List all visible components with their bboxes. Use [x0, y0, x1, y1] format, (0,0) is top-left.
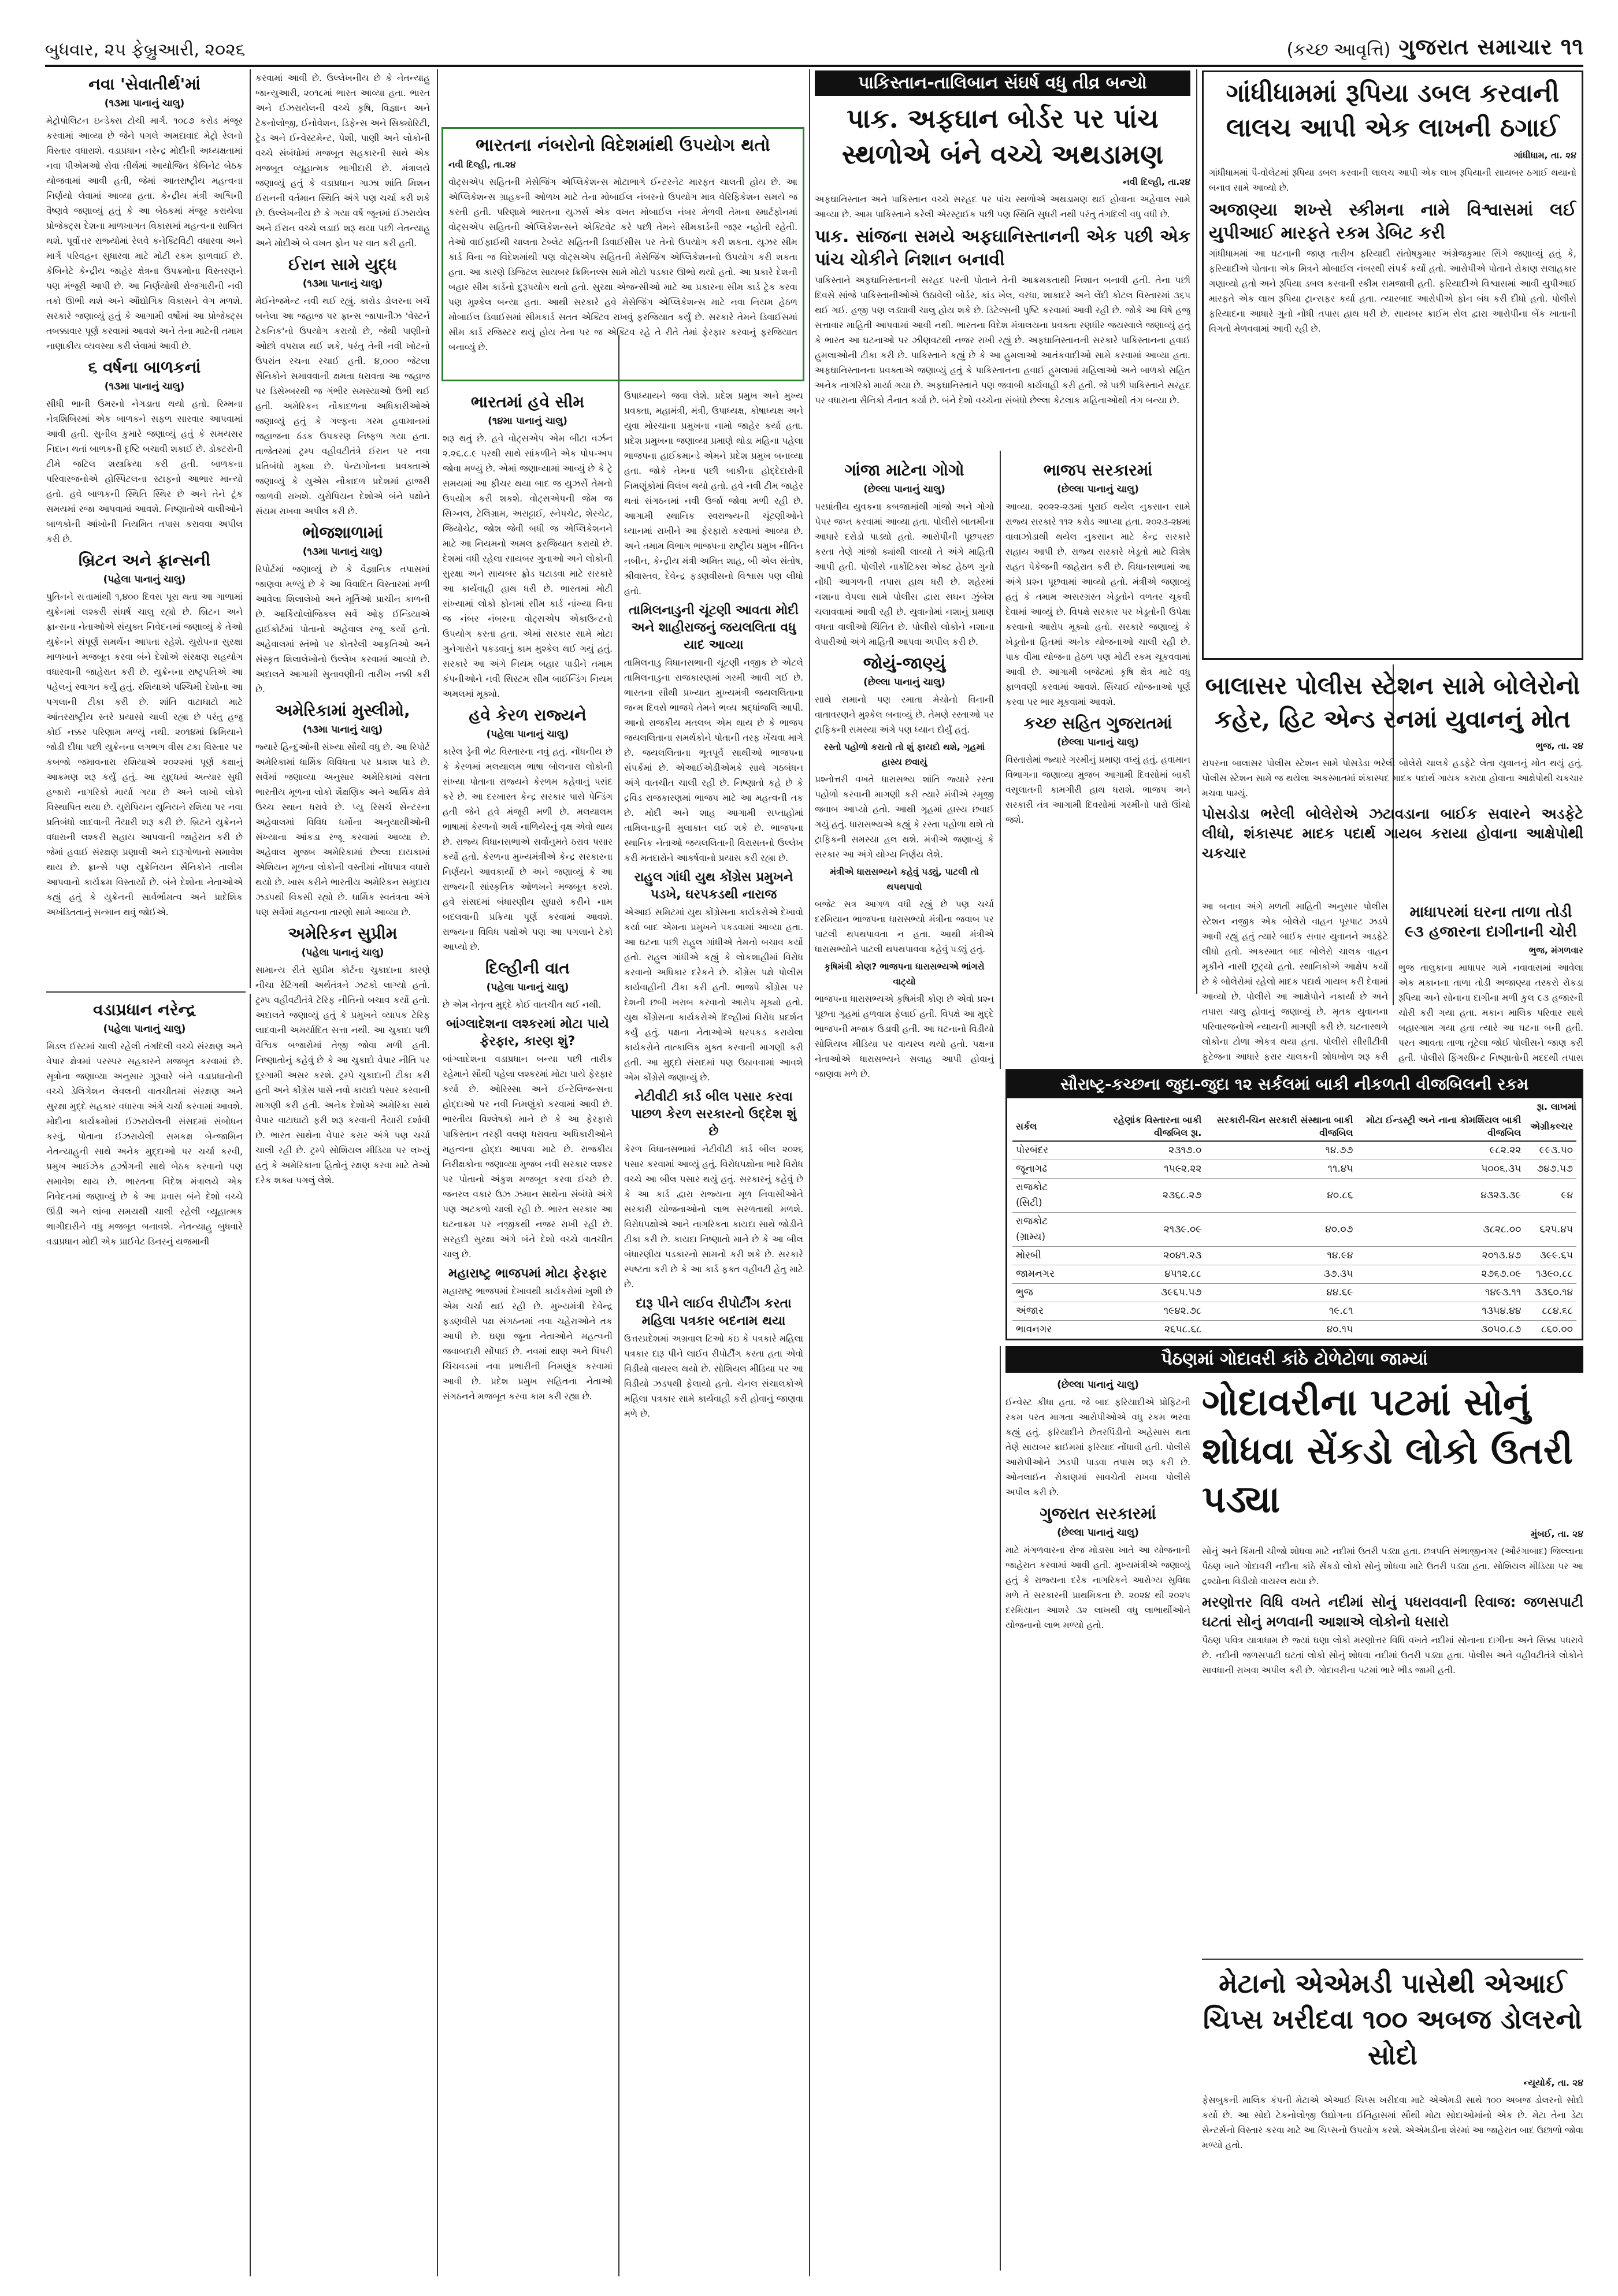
masthead-rule	[45, 65, 1583, 67]
table-row	[1012, 1284, 1576, 1302]
column-4	[624, 388, 803, 2272]
table-cell: ૫૦૦૬.૩૫	[1356, 1160, 1524, 1179]
dateline: નવી દિલ્હી, તા.૨૪	[448, 159, 516, 170]
continued-label: (૧૩મા પાનાનું ચાલુ)	[302, 724, 383, 735]
table-header-cell: રહેણાંક વિસ્તારના બાકી વીજબિલ રૂા.	[1078, 1113, 1205, 1141]
table-cell: ૬૨૫.૪૫	[1524, 1213, 1576, 1247]
headline: માધાપરમાં ઘરના તાળા તોડી ૯૩ હજારના દાગીનાની ચોરી	[1405, 904, 1577, 941]
section-rule	[1202, 1959, 1583, 1960]
article-body: વોટ્સએપ સહિતની મેસેજિંગ એપ્લિકેશન્સ મોટાભાગે ઈન્ટરનેટ મારફત ચાલતી હોય છે. આ એપ્લિકેશન્સ ગ્રાહકની ઓળખ માટે તેના મોબાઈલ નંબરનો ઉપયોગ માત્ર વેરિફિકેશન સમયે જ કરતી હતી. પરિણામે ભારતના યુઝર્સ એક વખત મોબાઈલ નંબર મેળવી તેમના સ્માર્ટફોનમાં વોટ્સએપ સહિતની એપ્લિકેશન્સને એક્ટિવેટ કરે પછી તેમને સીમકાર્ડની જરૂર નહોતી રહેતી. તેઓ વાઈફાઈથી ચાલતા ટેબ્લેટ સહિતની ડિવાઈસીસ પર તેનો ઉપયોગ કરી શકતા. યુઝર સીમ કાર્ડ વિના જ વિદેશમાંથી પણ વોટ્સએપ સહિતની મેસેજિંગ એપ્લિકેશનનો ઉપયોગ કરી શકતા હતા. આ કારણે ડિજિટલ સાયબર ક્રિમિનલ્સ સામે મોટો પડકાર ઊભો થયો હતો. આ પ્રકારે દેશની બહાર સીમ કાર્ડનો દુરૂપયોગ થતો હતો. સુરક્ષા એજન્સીઓ માટે આ પ્રકારના સીમ કાર્ડ ટ્રેક કરવા પણ મુશ્કેલ બન્યા હતા. આથી સરકારે હવે મેસેજિંગ એપ્લિકેશન્સ માટે નવા નિયમ હેઠળ મોબાઈલ ડિવાઈસમાં સીમકાર્ડ સતત એક્ટિવ રાખવું ફરજિયાત કર્યું છે. સરકારે તેમને ડિવાઈસમાં સીમ કાર્ડ રજિસ્ટર થયું હોય તેના પર જ એક્ટિવ રહે તે રીતે તેમાં ફેરફાર કરવાનું ફરજિયાત બનાવ્યું છે.	[448, 177, 797, 352]
article-body: રાપરના બાલાસર પોલીસ સ્ટેશન સામે પોસડેડા ભરેલી બોલેરો ચાલકે હડફેટે લેતા યુવાનનું મોત થયું હતું. પોલીસ સ્ટેશન સામે જ થયેલા અકસ્માતમાં શંકાસ્પદ માદક પદાર્થ ગાયક કરાયા હોવાના આક્ષેપોથી ચકચાર મચવા પામ્યું.	[1202, 758, 1583, 798]
column-rule	[1000, 1346, 1001, 2271]
continued-label: (પહેલા પાનાનું ચાલુ)	[103, 574, 186, 585]
article-body: તામિલનાડુ વિધાનસભાની ચૂંટણી નજીક છે એટલે તામિલનાડુના રાજકારણમાં ગરમી આવી ગઈ છે. ભારતના સૌથી પ્રખ્યાત મુખ્યમંત્રી જયલલિતાના જન્મ દિવસે ભાજપે તેમને ભવ્ય શ્રદ્ધાંજલિ આપી. આનો રાજકીય મતલબ એમ થાય છે કે ભાજપ જયલલિતાના સમર્થકોને પોતાની તરફ ખેંચવા માગે છે. જયલલિતાના ભૂતપૂર્વ સાથીઓ ભાજપના સંપર્કમાં છે. એઆઈએડીએમકે સાથે ગઠબંધન અંગે વાતચીત ચાલી રહી છે. નિષ્ણાતો કહે છે કે દ્રવિડ રાજકારણમાં ભાજપ માટે આ મહત્વની તક છે. મોદી અને શાહ આગામી સપ્તાહોમાં તામિલનાડુની મુલાકાત લઈ શકે છે. ભાજપના સ્થાનિક નેતાઓ જયલલિતાની વિરાસતનો ઉલ્લેખ કરી મતદારોને આકર્ષવાનો પ્રયાસ કરી રહ્યા છે.	[624, 657, 803, 863]
article-body: ગાંધીધામમાં આ ઘટનાની જાણ તારીખ ફરિયાદી સંતોષકુમાર અંગ્રેજકુમાર સિંગે જણાવ્યું હતું કે, ફરિયાદીએ પોતાના એક મિત્રને મોબાઈલ નંબરથી સંપર્ક કર્યો હતો. આરોપીએ પોતાને રોકાણ સલાહકાર ગણાવ્યો હતો અને રૂપિયા ડબલ કરવાની સ્કીમ સમજાવી હતી. ફરિયાદીએ વિશ્વાસમાં આવી યુપીઆઈ મારફતે એક લાખ રૂપિયા ટ્રાન્સફર કર્યા હતા. ત્યારબાદ આરોપીએ ફોન બંધ કરી દીધો હતો. પોલીસે ફરિયાદના આધારે ગુનો નોંધી તપાસ હાથ ધરી છે. સાયબર ક્રાઈમ સેલ દ્વારા આરોપીના બેંક ખાતાની વિગતો મેળવવામાં આવી રહી છે.	[1209, 248, 1576, 334]
article-body: ઉત્તરપ્રદેશમાં અગ્રવાલ ટિઓ કંઇ કે પત્રકારે મહિલા પત્રકાર દારૂ પીને લાઈવ રીપોર્ટીંગ કરતા હતા એવો વિડીયો વાયરલ થયો છે. સોશિયલ મીડિયા પર આ વિડીયો ઝડપથી ફેલાયો હતો. ચેનલ સંચાલકોએ મહિલા પત્રકાર સામે કાર્યવાહી કરી હોવાનું જાણવા મળે છે.	[624, 1333, 803, 1419]
table-cell: ૨૦૧૩.૪૭	[1356, 1247, 1524, 1265]
article-body: ઈન્વેસ્ટ કીધા હતા. જે બાદ ફરિયાદીએ પ્રોફિટની રકમ પરત માગતા આરોપીઓએ વધુ રકમ ભરવા કહ્યું હતું. ફરિયાદીને છેતરપિંડીનો અહેસાસ થતા તેણે સાયબર ક્રાઈમમાં ફરિયાદ નોંધાવી હતી. પોલીસે આરોપીઓને ઝડપી પાડવા તપાસ શરૂ કરી છે. ઓનલાઈન રોકાણમાં સાવચેતી રાખવા પોલીસે અપીલ કરી છે.	[1005, 1397, 1190, 1498]
article-body: રિપોર્ટમાં જણાવ્યું છે કે વૈજ્ઞાનિક તપાસમાં જાણવા મળ્યું છે કે આ વિવાદિત વિસ્તારમાં મળી આવેલા શિલાલેખો અને મૂર્તિઓ પ્રાચીન કાળની છે. આર્કિયોલોજિકલ સર્વે ઓફ ઈન્ડિયાએ હાઈકોર્ટમાં પોતાનો અહેવાલ રજૂ કર્યો હતો. અહેવાલમાં સ્તંભો પર કોતરેલી આકૃતિઓ અને સંસ્કૃત શિલાલેખોનો ઉલ્લેખ કરવામાં આવ્યો છે. અદાલતે આગામી સુનાવણીની તારીખ નક્કી કરી છે.	[255, 564, 430, 694]
table-cell: અંજાર	[1012, 1302, 1078, 1321]
article-body: પૈઠણ પવિત્ર યાત્રાધામ છે જ્યાં ઘણા લોકો મરણોત્તર વિધિ વખતે નદીમાં સોનાના દાગીના અને સિક્કા પધરાવે છે. નદીની જળસપાટી ઘટતાં લોકો સોનું શોધવા નદીમાં ઉતરી પડ્યા હતા. પોલીસ અને વહીવટીતંત્રે લોકોને સાવધાની રાખવા અપીલ કરી છે. ગોદાવરીના પટમાં ભારે ભીડ જામી હતી.	[1202, 1635, 1583, 1675]
article-body: છે એમ નેતૃત્વ મુદ્દે કોઈ વાતચીત થઈ નથી.	[443, 1000, 602, 1010]
table-cell: ૩૮૨૮.૦૦	[1356, 1213, 1524, 1247]
column-1-lower	[46, 996, 243, 2273]
continued-label: (પહેલા પાનાનું ચાલુ)	[486, 729, 569, 740]
continued-label: (પહેલા પાનાનું ચાલુ)	[486, 982, 569, 993]
dateline: નવી દિલ્હી, તા.૨૪	[1123, 177, 1190, 187]
headline: બ્રિટન અને ફ્રાન્સની	[78, 551, 211, 570]
column-3	[443, 388, 613, 2272]
article-body: અફઘાનિસ્તાન અને પાકિસ્તાન વચ્ચે સરહદ પર પાંચ સ્થળોએ અથડામણ થઈ હોવાના અહેવાલ સામે આવ્યા છે. આમ પાકિસ્તાને કરેલી એરસ્ટ્રાઈક પછી પણ સ્થિતિ સુધરી નથી પરંતુ તંગદિલી વધુ વધી છે.	[815, 194, 1190, 220]
headline: નવા 'સેવાતીર્થ'માં	[88, 75, 201, 94]
table-cell: ૨૬૫૮.૬૮	[1078, 1321, 1205, 1339]
table-row	[1012, 1265, 1576, 1284]
column-rule	[250, 69, 251, 988]
table-cell: ૧૩૯૦.૮૮	[1524, 1265, 1576, 1284]
headline: વડાપ્રધાન નરેન્દ્ર	[92, 1000, 196, 1019]
headline: ભોજશાળામાં	[302, 523, 383, 542]
table-cell: ૪૩૨૩.૩૯	[1356, 1179, 1524, 1213]
headline: પાક. અફઘાન બોર્ડર પર પાંચ સ્થળોએ બંને વચ્ચે અથડામણ	[841, 103, 1164, 170]
article-body: બજેટ સત્ર આગળ વધી રહ્યું છે પણ ચર્ચા દરમિયાન ભાજપના ધારાસભ્યો મંત્રીના જવાબ પર પાટલી થપથપાવતા ન હતા. આથી મંત્રીએ ધારાસભ્યોને પાટલી થપથપાવવા કહેવું પડ્યું હતું.	[815, 899, 994, 954]
headline: અમેરિકન સુપ્રીમ	[288, 924, 398, 943]
story-kicker: પાકિસ્તાન-તાલિબાન સંઘર્ષ વધુ તીવ્ર બન્યો	[815, 70, 1190, 96]
sub-headline: નેટીવીટી કાર્ડ બીલ પસાર કરવા પાછળ કેરળ સરકારનો ઉદ્દેશ શું છે	[630, 1090, 797, 1139]
dateline: ગાંધીધામ, તા. ૨૪	[1513, 150, 1576, 161]
sub-headline: રસ્તો પહોળો કરાતો તો શું ફાયદો થશે, ગૃહમાં હાસ્ય છવાયું	[823, 742, 985, 767]
issue-date: બુધવાર, ૨૫ ફેબ્રુઆરી, ૨૦૨૬	[45, 40, 246, 60]
table-header-cell: સરકારી-ચિન સરકારી સંસ્થાના બાકી વીજબિલ	[1205, 1113, 1356, 1141]
continued-label: (૧૩મા પાનાનું ચાલુ)	[302, 278, 383, 289]
godavari-story	[1202, 1377, 1583, 1955]
table-cell: ૧૧.૪૫	[1205, 1160, 1356, 1179]
article-body: પુતિનને સત્તામાંથી ૧,૪૦૦ દિવસ પૂરા થતા આ ગાળામાં યુક્રેનમાં લશ્કરી સંઘર્ષ ચાલુ રહ્યો છે. બ્રિટન અને ફ્રાન્સના નેતાઓએ સંયુક્ત નિવેદનમાં જણાવ્યું કે તેઓ યુક્રેનને સંપૂર્ણ સમર્થન આપતા રહેશે. યુરોપના સુરક્ષા માળખાને મજબૂત કરવા બંને દેશોએ સંરક્ષણ સહયોગ વધારવાની જાહેરાત કરી છે. યુક્રેનના રાષ્ટ્રપતિએ આ પહેલનું સ્વાગત કર્યું હતું. રશિયાએ પશ્ચિમી દેશોના આ પગલાની ટીકા કરી છે. શાંતિ વાટાઘાટો માટે આંતરરાષ્ટ્રીય સ્તરે પ્રયાસો ચાલી રહ્યા છે પરંતુ હજુ કોઈ નક્કર પરિણામ મળ્યું નથી. ૨૦૧૪માં ક્રિમિયાને જોડી દીધા પછી યુક્રેનના લગભગ વીસ ટકા વિસ્તાર પર કબજો જમાવનારા રશિયાએ ૨૦૨૨માં પૂર્ણ કક્ષાનું આક્રમણ શરૂ કર્યું હતું. આ યુદ્ધમાં અત્યાર સુધી હજારો નાગરિકો માર્યા ગયા છે અને લાખો લોકો વિસ્થાપિત થયા છે. યુરોપિયન યુનિયને રશિયા પર નવા પ્રતિબંધો લાદવાની તૈયારી શરૂ કરી છે. બ્રિટને યુક્રેનને વધારાની લશ્કરી સહાય આપવાની જાહેરાત કરી છે જેમાં હવાઈ સંરક્ષણ પ્રણાલી અને દારૂગોળાનો સમાવેશ થાય છે. ફ્રાન્સે પણ યુક્રેનિયન સૈનિકોને તાલીમ આપવાનો કાર્યક્રમ વિસ્તાર્યો છે. બંને દેશોના નેતાઓએ કહ્યું હતું કે યુક્રેનની સાર્વભૌમત્વ અને પ્રાદેશિક અખંડિતતાનું સન્માન થવું જોઈએ.	[46, 592, 243, 917]
headline: હવે કેરળ રાજ્યને	[469, 705, 587, 725]
table-cell: ૧૯૪૨.૭૮	[1078, 1302, 1205, 1321]
sub-headline: મહારાષ્ટ્ર ભાજપમાં મોટા ફેરફાર	[448, 1266, 607, 1281]
column-rule	[1000, 451, 1001, 1069]
article-body: ભુજ તાલુકાના માધાપર ગામે નવાવાસમાં આવેલા એક મકાનના તાળા તોડી અજાણ્યા તસ્કરો રોકડા રૂપિયા અને સોનાના દાગીના મળી કુલ ૯૩ હજારની ચોરી કરી ગયા હતા. મકાન માલિક પરિવાર સાથે બહારગામ ગયા હતા ત્યારે આ ઘટના બની હતી. પરત આવતા તાળા તૂટેલા જોઈ પોલીસને જાણ કરી હતી. પોલીસે ફિંગરપ્રિન્ટ નિષ્ણાતોની મદદથી તપાસ	[1398, 963, 1583, 1063]
headline: ભાજપ સરકારમાં	[1043, 460, 1153, 480]
gandhidham-story	[1209, 75, 1576, 655]
headline: બાલાસર પોલીસ સ્ટેશન સામે બોલેરોનો કહેર, હિટ એન્ડ રનમાં યુવાનનું મોત	[1205, 671, 1580, 733]
article-body: ફેસબુકની માલિક કંપની મેટાએ એઆઈ ચિપ્સ ખરીદવા માટે એએમડી સાથે ૧૦૦ અબજ ડોલરનો સોદો કર્યો છે. આ સોદો ટેકનોલોજી ઉદ્યોગના ઈતિહાસમાં સૌથી મોટા સોદાઓમાંનો એક છે. મેટા તેના ડેટા સેન્ટર્સનો વિસ્તાર કરવા માટે આ ચિપ્સનો ઉપયોગ કરશે. એએમડીના શેરમાં આ જાહેરાત બાદ ઉછાળો જોવા મળ્યો હતો.	[1202, 2095, 1583, 2150]
headline: મેટાનો એએમડી પાસેથી એઆઈ ચિપ્સ ખરીદવા ૧૦૦ અબજ ડોલરનો સોદો	[1203, 1968, 1583, 2071]
sub-headline: કૃષિમંત્રી કોણ? ભાજપના ધારાસભ્યએ ભાંગરો વાટ્યો	[824, 961, 985, 987]
table-cell: ૧૪૯૩.૧૧	[1356, 1284, 1524, 1302]
table-cell: ૨૩૧૭.૦	[1078, 1141, 1205, 1160]
article-body: ભાજપના ધારાસભ્યએ કૃષિમંત્રી કોણ છે એવો પ્રશ્ન પૂછતા ગૃહમાં હળવાશ ફેલાઈ હતી. વિપક્ષે આ મુદ્દે ભાજપની મજાક ઉડાવી હતી. આ ઘટનાનો વિડીયો સોશિયલ મીડિયા પર વાયરલ થયો હતો. પક્ષના નેતાઓએ ધારાસભ્યને સલાહ આપી હોવાનું જાણવા મળે છે.	[815, 994, 994, 1079]
headline: જોયું-જાણ્યું	[863, 653, 946, 673]
column-1	[46, 70, 243, 989]
article-body: આવ્યા. ૨૦૨૨-૨૩માં પુરાઈ થયેલ નુકસાન સામે રાજ્ય સરકારે ૧૧૨ કરોડ આપ્યા હતા. ૨૦૨૩-૨૪માં વાવાઝોડાથી થયેલ નુકસાન માટે કેન્દ્ર સરકારે સહાય આપી છે. રાજ્ય સરકારે ખેડૂતો માટે વિશેષ રાહત પેકેજની જાહેરાત કરી છે. વિધાનસભામાં આ અંગે પ્રશ્ન પૂછવામાં આવ્યો હતો. મંત્રીએ જણાવ્યું હતું કે તમામ અસરગ્રસ્ત ખેડૂતોને વળતર ચૂકવી દેવામાં આવ્યું છે. વિપક્ષે સરકાર પર ખેડૂતોની ઉપેક્ષા કરવાનો આરોપ મૂક્યો હતો. સરકારે જણાવ્યું કે ખેડૂતોના હિતમાં અનેક યોજનાઓ ચાલી રહી છે. પાક વીમા યોજના હેઠળ પણ મોટી રકમ ચૂકવવામાં આવી છે. આગામી બજેટમાં કૃષિ ક્ષેત્ર માટે વધુ ફાળવણી કરવામાં આવશે. સિંચાઈ યોજનાઓ પૂર્ણ કરવા પર ભાર મૂકવામાં આવશે.	[1005, 501, 1190, 707]
masthead	[45, 33, 1583, 60]
table-header-cell: મોટા ઈન્ડસ્ટ્રી અને નાના કોમર્શિયલ બાકી વીજબિલ	[1356, 1113, 1524, 1141]
table-cell: ૩૦૫૦.૮૭	[1356, 1321, 1524, 1339]
table-row	[1012, 1213, 1576, 1247]
column-rule	[1196, 69, 1197, 994]
table-cell: ૨૭૬૭.૦૯	[1356, 1265, 1524, 1284]
column-2	[255, 70, 430, 2272]
article-body: એઆઈ સમિટમાં યુથ કોંગ્રેસના કાર્યકરોએ દેખાવો કર્યા બાદ એમના પ્રમુખને પકડવામાં આવ્યા હતા. આ ઘટના પછી રાહુલ ગાંધીએ તેમનો બચાવ કર્યો હતો. રાહુલ ગાંધીએ કહ્યું કે લોકશાહીમાં વિરોધ કરવાનો અધિકાર દરેકને છે. કોંગ્રેસ પક્ષે પોલીસ કાર્યવાહીની ટીકા કરી હતી. ભાજપે કોંગ્રેસ પર દેશની છબી ખરાબ કરવાનો આરોપ મૂક્યો હતો. યુથ કોંગ્રેસના કાર્યકરોએ દિલ્હીમાં વિરોધ પ્રદર્શન કર્યું હતું. પક્ષના નેતાઓએ ધરપકડ કરાયેલા કાર્યકરોને તાત્કાલિક મુક્ત કરવાની માગણી કરી હતી. આ મુદ્દો સંસદમાં પણ ઉઠાવવામાં આવશે એમ કોંગ્રેસે જણાવ્યું છે.	[624, 907, 803, 1083]
table-cell: ૧૯.૮૧	[1205, 1302, 1356, 1321]
article-body: શરૂ થતું છે. હવે વોટ્સએપ એમ બીટા વર્ઝન ૨.૨૬.૮.૯ પરથી સાથે સાંકળીને એક પોપ-અપ જોવા મળ્યું છે. એમાં જણાવ્યામાં આવ્યું છે કે ટ્રે સમયમાં આ ફીચર થયા બાદ જ યુઝર્સે તેમનો ઉપયોગ કરી શકશે. વોટ્સએપની જેમ જ સિગ્નલ, ટેલિગ્રામ, અરાટ્ટાઈ, સ્નેપચેટ, શેરચેટ, જિયોચેટ, જોશ જેવી બધી જ એપ્લિકેશનને માટે આ નિયમનો અમલ ફરજિયાત કરાયો છે. દેશમાં વધી રહેલા સાયબર ગુનાઓ અને લોકોની સુરક્ષા અને સાયબર ફ્રોડ ઘટાડવા માટે સરકારે આ કાર્યવાહી હાથ ધરી છે. ભારતમાં મોટી સંખ્યામાં લોકો ફોનમાં સીમ કાર્ડ નાંખ્યા વિના જ નંબર નંબરના વોટ્સએપ એકાઉન્ટનો ઉપયોગ કરતા હતા. એમાં સરકાર સામે મોટા ગુનેગારોને પકડવાનું કામ મુશ્કેલ થઈ ગયું હતું. સરકારે આ અંગે નિયમ બહાર પાડીને તમામ કંપનીઓને નવી સિસ્ટમ સીમ બાઈન્ડિંગ નિયમ અમલમાં મૂક્યો.	[443, 433, 613, 699]
headline: ગાંજા માટેના ગોગો	[844, 460, 964, 480]
meta-amd-story	[1202, 1964, 1583, 2271]
column-6	[1005, 456, 1190, 1063]
table-cell: ૪૦.૦૭	[1205, 1213, 1356, 1247]
column-rule	[250, 994, 251, 2276]
table-cell: ૩૭.૩૫	[1205, 1265, 1356, 1284]
table-cell: ભાવનગર	[1012, 1321, 1078, 1339]
headline: ગાંધીધામમાં રૂપિયા ડબલ કરવાની લાલચ આપી એક લાખની ઠગાઈ	[1226, 79, 1560, 143]
headline: દિલ્હીની વાત	[485, 958, 570, 978]
sub-headline: મરણોત્તર વિધિ વખતે નદીમાં સોનું પધરાવવાની રિવાજ: જળસપાટી ઘટતાં સોનું મળવાની આશાએ લોકોનો ધસારો	[1202, 1594, 1583, 1630]
article-body: સામાન્ય રીતે સુપ્રીમ કોર્ટના ચુકાદાના કારણે નીચા રેટિંગથી અર્થતંત્રને ઝટકો લાગ્યો હતો. ટ્રમ્પ વહીવટીતંત્રે ટેરિફ નીતિનો બચાવ કર્યો હતો. અદાલતે જણાવ્યું હતું કે પ્રમુખને વ્યાપક ટેરિફ લાદવાની અમર્યાદિત સત્તા નથી. આ ચુકાદા પછી વૈશ્વિક બજારોમાં તેજી જોવા મળી હતી. નિષ્ણાતોનું કહેવું છે કે આ ચુકાદો વેપાર નીતિ પર દૂરગામી અસર કરશે. ટ્રમ્પે ચુકાદાની ટીકા કરી હતી અને કોંગ્રેસ પાસે નવો કાયદો પસાર કરવાની માગણી કરી હતી. અનેક દેશોએ અમેરિકા સાથે વેપાર વાટાઘાટો ફરી શરૂ કરવાની તૈયારી દર્શાવી છે. ભારત સાથેના વેપાર કરાર અંગે પણ ચર્ચા ચાલી રહી છે. ટ્રમ્પે સોશિયલ મીડિયા પર લખ્યું હતું કે અમેરિકાના હિતોનું રક્ષણ કરવા માટે તેઓ દરેક શક્ય પગલું લેશે.	[255, 965, 430, 1186]
table-cell: ૨૦૪૧.૨૩	[1078, 1247, 1205, 1265]
headline: ભારતમાં હવે સીમ	[470, 392, 585, 411]
balasar-story	[1202, 668, 1583, 893]
continued-label: (છેલ્લા પાનાનું ચાલુ)	[863, 677, 945, 688]
sub-headline: તામિલનાડુની ચૂંટણી આવતા મોદી અને શાહીરાજનું જયલલિતા વધુ યાદ આવ્યા	[629, 603, 799, 652]
article-body: પ્રશ્નોત્તરી વખતે ધારાસભ્ય શાંતિ જ્યારે રસ્તા પહોળો કરવાની માગણી કરી ત્યારે મંત્રીએ રમૂજી જવાબ આપ્યો હતો. આથી ગૃહમાં હાસ્ય છવાઈ ગયું હતું. ધારાસભ્યએ કહ્યું કે રસ્તા પહોળા થશે તો ટ્રાફિકની સમસ્યા હલ થશે. મંત્રીએ જણાવ્યું કે સરકાર આ અંગે યોગ્ય નિર્ણય લેશે.	[815, 774, 994, 860]
headline: અમેરિકામાં મુસ્લીમો,	[275, 701, 410, 720]
table-row	[1012, 1179, 1576, 1213]
sub-headline: અજાણ્યા શખ્સે સ્કીમના નામે વિશ્વાસમાં લઈ યુપીઆઈ મારફતે રકમ ડેબિટ કરી	[1209, 200, 1576, 243]
article-body: આ બનાવ અંગે મળતી માહિતી અનુસાર પોલીસ સ્ટેશન નજીક એક બોલેરો વાહન પૂરપાટ ઝડપે આવી રહ્યું હતું ત્યારે બાઈક સવાર યુવાનને અડફેટે લીધો હતો. અકસ્માત બાદ બોલેરો ચાલક વાહન મૂકીને નાસી છૂટ્યો હતો. સ્થાનિકોએ આક્ષેપ કર્યો છે કે બોલેરોમાં રહેલો માદક પદાર્થ ગાયબ કરી દેવામાં આવ્યો છે. પોલીસે આ આક્ષેપોને નકાર્યા છે અને તપાસ ચાલુ હોવાનું જણાવ્યું છે. મૃતક યુવાનના પરિવારજનોએ ન્યાયની માગણી કરી છે. ઘટનાસ્થળે લોકોના ટોળા એકત્ર થયા હતા. પોલીસે સીસીટીવી ફૂટેજના આધારે ફરાર ચાલકની શોધખોળ શરૂ કરી	[1202, 901, 1388, 1062]
column-rule	[437, 69, 438, 2276]
dateline: ભુજ, તા. ૨૪	[1535, 741, 1583, 751]
continued-label: (પહેલા પાનાનું ચાલુ)	[103, 1023, 186, 1035]
table-cell: ૧૫૯૨.૨૨	[1078, 1160, 1205, 1179]
headline: ભારતના નંબરોનો વિદેશમાંથી ઉપયોગ થતો	[476, 135, 770, 155]
boxed-story-content	[448, 132, 797, 377]
article-body: કરવામાં આવી છે. ઉલ્લેખનીય છે કે નેતન્યાહુ જાન્યુઆરી, ૨૦૧૮માં ભારત આવ્યા હતા. ભારત અને ઈઝરાયેલની વચ્ચે કૃષિ, વિજ્ઞાન અને ટેકનોલોજી, ઈનોવેશન, ડિફેન્સ અને સિક્યોરિટી, ટ્રેડ અને ઈન્વેસ્ટમેન્ટ, પેશી, પાણી અને લોકોની વચ્ચે સંબંધોમાં મજબૂત સહકારની સાથે એક મજબૂત વ્યૂહાત્મક ભાગીદારી છે. મંત્રાલયે જણાવ્યું હતું કે વડાપ્રધાન ગાઝા શાંતિ મિશન ઈરાનની વર્તમાન સ્થિતિ અંગે પણ ચર્ચા કરી શકે છે. ઉલ્લેખનીય છે કે ગયા વર્ષે જૂનમાં ઈઝરાયેલ અને ઈરાન વચ્ચે લડાઈ શરૂ થયા પછી નેતન્યાહુ અને મોદીએ બે વખત ફોન પર વાત કરી હતી.	[255, 73, 430, 248]
table-cell: ૮૬૦.૦૦	[1524, 1321, 1576, 1339]
continued-label: (છેલ્લા પાનાનું ચાલુ)	[1057, 737, 1139, 748]
pak-afghan-story	[815, 99, 1190, 446]
article-body: સીધી ભાની ઉમરનો નેગડાતા થયો હતો. રિમ્મના નેત્રશિબિરમાં એક બાળકને સફળ સારવાર આપવામાં આવી હતી. સુનીલ કુમારે જણાવ્યું હતું કે સમયસર નિદાન થતાં બાળકની દૃષ્ટિ બચાવી શકાઈ છે. ડોક્ટરોની ટીમે જટિલ શસ્ત્રક્રિયા કરી હતી. બાળકના પરિવારજનોએ હોસ્પિટલના સ્ટાફનો આભાર માન્યો હતો. હવે બાળકની સ્થિતિ સ્થિર છે અને તેને ટૂંક સમયમાં રજા આપવામાં આવશે. નિષ્ણાતોએ વાલીઓને બાળકોની આંખોની નિયમિત તપાસ કરાવવા અપીલ કરી છે.	[46, 399, 243, 544]
table-cell: ૧૪.૯૪	[1205, 1247, 1356, 1265]
electricity-dues-table	[1012, 1113, 1576, 1338]
table-row	[1012, 1321, 1576, 1339]
table-cell: ૩૯૯.૬૫	[1524, 1247, 1576, 1265]
article-body: મેટ્રોપોલિટન ઇન્ડેક્સ ટોચી માર્ગ. ૧૦૮૭ કરોડ મંજૂર કરવામાં આવ્યા છે જેને પગલે અમદાવાદ મેટ્રો રેલનો વિસ્તાર વધારાશે. વડાપ્રધાન નરેન્દ્ર મોદીની અધ્યક્ષતામાં નવા પીએમઓ સેવા તીર્થમાં આયોજિત કેબિનેટ બેઠક યોજવામાં આવી હતી, જેમાં આતરાષ્ટ્રીય મહત્વના નિર્ણયો લેવામાં આવ્યા હતા. કેન્દ્રીય મંત્રી અશ્વિની વૈષ્ણવે જણાવ્યું હતું કે આ બેઠકમાં મંજૂર કરાયેલા પ્રોજેક્ટ્સ દેશના માળખાગત વિકાસમાં મહત્વના સાબિત થશે. પૂર્વોત્તર રાજ્યોમાં રેલવે કનેક્ટિવિટી વધારવા અને માર્ગ પરિવહન સુધારવા માટે મોટી રકમ ફાળવાઈ છે. કેબિનેટે કેન્દ્રીય જાહેર ક્ષેત્રના ઉપક્રમોના વિસ્તરણને પણ મંજૂરી આપી છે. આ નિર્ણયોથી રોજગારીની નવી તકો ઊભી થશે અને ઔદ્યોગિક વિકાસને વેગ મળશે. સરકારે જણાવ્યું હતું કે આગામી વર્ષોમાં આ પ્રોજેક્ટ્સ તબક્કાવાર પૂર્ણ કરવામાં આવશે અને તેના માટેની તમામ નાણાકીય વ્યવસ્થા કરી લેવામાં આવી છે.	[46, 116, 243, 351]
column-6-lower	[1005, 1352, 1190, 2271]
table-row	[1012, 1302, 1576, 1321]
table-cell: મોરબી	[1012, 1247, 1078, 1265]
sub-headline: દારૂ પીને લાઈવ રીપોર્ટીંગ કરતા મહિલા પત્રકાર બદનામ થયા	[636, 1296, 792, 1328]
article-body: મિડલ ઈસ્ટમાં ચાલી રહેલી તંગદિલી વચ્ચે સંરક્ષણ અને વેપાર ક્ષેત્રમાં પરસ્પર સહકારને મજબૂત કરવામાં છે. સૂત્રોના જણાવ્યા અનુસાર ગુરૂવારે બંને વડાપ્રધાનોની વચ્ચે ડેલિગેશન લેવલની વાતચીતમાં સંરક્ષણ અને સુરક્ષા મુદ્દે સહકાર વધારવા અંગે ચર્ચા કરવામાં આવશે. મોદીના કાર્યક્રમોમાં ઈઝરાયેલની સંસદમાં સંબોધન કરવું, પોતાના ઈઝરાયેલી સમકક્ષ બેન્જામિન નેતન્યાહુની સાથે અનેક મુદ્દાઓ પર ચર્ચા કરવી, પ્રમુખ આઈઝેક હર્ઝોગની સાથે બેઠક કરવાનો પણ સમાવેશ થાય છે. ભારતના વિદેશ મંત્રાલયે એક નિવેદનમાં જણાવ્યું છે કે આ પ્રવાસ બંને દેશો વચ્ચે ઊંડી અને લાંબા સમયથી ચાલી રહેલી વ્યૂહાત્મક ભાગીદારીને વધુ મજબૂત બનાવશે. નેતન્યાહુ બુધવારે વડાપ્રધાન મોદી એક પ્રાઈવેટ ડિનરનું યજમાની	[46, 1041, 243, 1247]
dateline: ન્યૂયોર્ક, તા. ૨૪	[1523, 2078, 1583, 2088]
sub-headline: બાંગ્લાદેશના લશ્કરમાં મોટા પાયે ફેરફાર, કારણ શું?	[446, 1017, 609, 1049]
continued-label: (૧૪મા પાનાનું ચાલુ)	[488, 415, 567, 427]
table-cell: ૪૪.૬૯	[1205, 1284, 1356, 1302]
table-cell: ૪૫૧૨.૮૮	[1078, 1265, 1205, 1284]
continued-label: (૧૩મા પાનાનું ચાલુ)	[104, 98, 185, 109]
column-rule	[618, 335, 619, 2276]
table-cell: ૨૩૬૮.૨૭	[1078, 1179, 1205, 1213]
table-title: સૌરાષ્ટ્ર-કચ્છના જુદા-જુદા ૧૨ સર્કલમાં બાકી નીકળતી વીજબિલની રકમ	[1007, 1071, 1582, 1098]
table-cell: ૩૩૬૦.૧૪	[1524, 1284, 1576, 1302]
table-cell: પોરબંદર	[1012, 1141, 1078, 1160]
continued-label: (પહેલા પાનાનું ચાલુ)	[301, 947, 384, 958]
table-row	[1012, 1247, 1576, 1265]
dateline: ભુજ, મંગળવાર	[1528, 945, 1583, 956]
table-header-cell: એગ્રીકલ્ચર	[1524, 1113, 1576, 1141]
article-body: સોનું અને કિંમતી ચીજો શોધવા માટે નદીમાં ઉતરી પડ્યા હતા. છત્રપતિ સંભાજીનગર (ઔરંગાબાદ) જિલ્લાના પૈઠણ ખાતે ગોદાવરી નદીના કાંઠે સેંકડો લોકો સોનું શોધવા માટે ઉતરી પડ્યા હતા. સોશિયલ મીડિયા પર આ દ્રશ્યોના વિડીયો વાયરલ થયા છે.	[1202, 1546, 1583, 1587]
article-body: પરપ્રાંતીય યુવકના કબજામાંથી ગાંજો અને ગોગો પેપર જપ્ત કરવામાં આવ્યા હતા. પોલીસે બાતમીના આધારે દરોડો પાડ્યો હતો. આરોપીની પૂછપરછ કરતા તેણે ગાંજો ક્યાંથી લાવ્યો તે અંગે માહિતી આપી હતી. પોલીસે નાર્કોટિક્સ એક્ટ હેઠળ ગુનો નોંધી આગળની તપાસ હાથ ધરી છે. શહેરમાં નશાના વેપલા સામે પોલીસ દ્વારા સઘન ઝુંબેશ ચલાવવામાં આવી રહી છે. યુવાનોમાં નશાનું પ્રમાણ વધતા વાલીઓ ચિંતિત છે. પોલીસે લોકોને નશાના વેપારીઓ અંગે માહિતી આપવા અપીલ કરી છે.	[815, 501, 994, 647]
table-cell: ભુજ	[1012, 1284, 1078, 1302]
table-cell: ૧૪.૭૭	[1205, 1141, 1356, 1160]
article-body: પાકિસ્તાને અફઘાનિસ્તાનની સરહદ પરની પોતાને તેની આક્રમકતાથી નિશાન બનાવી હતી. તેના પછી દિવસે સાંજે પાકિસ્તાનીઓએ ઉઠાવેલી બોર્ડર, કાંડ ખેલ, વરધા, શાકાદરે અને લેંદી કોટલ વિસ્તારમાં ૩૬૫ થઈ ગઈ. હજી પણ લડ્યાવી ચાલુ હોય શકે છે. ડિટેલ્સની પુષ્ટિ કરવામાં આવી રહી છે. જોકે આ વિષે હજુ સત્તાવાર માહિતી આપવામાં આવી નથી. ભારતના વિદેશ મંત્રાલયના પ્રવક્તા રણધીર જયસ્વાલે જણાવ્યું હતું કે ભારત આ ઘટનાઓ પર ઝીણવટથી નજર રાખી રહ્યું છે. અફઘાનિસ્તાનની સરકારે પાકિસ્તાનના હવાઈ હુમલાઓની ટીકા કરી છે. પાકિસ્તાને કહ્યું છે કે આ હુમલાઓ આતંકવાદીઓ સામે કરવામાં આવ્યા હતા. અફઘાનિસ્તાનના પ્રવક્તાએ જણાવ્યું હતું કે પાકિસ્તાનના હવાઈ હુમલામાં મહિલાઓ અને બાળકો સહિત અનેક નાગરિકો માર્યા ગયા છે. અફઘાનિસ્તાને પણ જવાબી કાર્યવાહી કરી હતી. જે પછી પાકિસ્તાને સરહદ પર વધારાના સૈનિકો તૈનાત કર્યા છે. બંને દેશો વચ્ચેના સંબંધો છેલ્લા કેટલાક મહિનાઓથી તંગ બન્યા છે.	[815, 275, 1190, 406]
table-unit: રૂા. લાખમાં	[1537, 1101, 1576, 1112]
article-body: જ્યારે હિન્દુઓની સંખ્યા સૌથી વધુ છે. આ રિપોર્ટ અમેરિકામાં ધાર્મિક વિવિધતા પર પ્રકાશ પાડે છે. સર્વેમાં જણાવ્યા અનુસાર અમેરિકામાં વસતા ભારતીય મૂળના લોકો શૈક્ષણિક અને આર્થિક ક્ષેત્રે ઉચ્ચ સ્થાન ધરાવે છે. પ્યુ રિસર્ચ સેન્ટરના અહેવાલમાં વિવિધ ધર્મોના અનુયાયીઓની સંખ્યાના આંકડા રજૂ કરવામાં આવ્યા છે. અહેવાલ મુજબ અમેરિકામાં છેલ્લા દાયકામાં એશિયન મૂળના લોકોની વસ્તીમાં નોંધપાત્ર વધારો થયો છે. ખાસ કરીને ભારતીય અમેરિકન સમુદાય ઝડપથી વિકસી રહ્યો છે. ધાર્મિક સ્વતંત્રતા અંગે પણ સર્વેમાં મહત્વના તારણો સામે આવ્યા છે.	[255, 742, 430, 917]
headline: ઈરાન સામે યુદ્ધ	[288, 255, 397, 274]
madhapar-story	[1398, 899, 1583, 1067]
brand-logo: ગુજરાત સમાચાર	[1398, 34, 1553, 60]
headline: ૬ વર્ષના બાળકનાં	[88, 358, 201, 377]
table-cell: રાજકોટ (ગ્રામ્ય)	[1012, 1213, 1078, 1247]
edition-label: (કચ્છ આવૃત્તિ)	[1286, 40, 1391, 60]
table-header-row	[1012, 1113, 1576, 1141]
continued-label: (૧૩મા પાનાનું ચાલુ)	[302, 546, 383, 558]
article-body: મેઈનેજમેન્ટ નવી થઈ રહ્યું. કારોડ ડોલરના ખર્ચે બનેલા આ જહાજ પર ફ્રાન્સ જાપાનીઝ 'વેસ્ટર્ન ટેકનિક'નો ઉપયોગ કરાયો છે, જેથી પાણીનો ઓછો વપરાશ થઈ શકે, પરંતુ તેની નવી ખોટનો ઉપરાંત રચના રચાઈ હતી. ૪,૦૦૦ જેટલા સૈનિકોને સમાવવાની ક્ષમતા ધરાવતા આ જહાજ પર ડિસેમ્બરથી જ ગંભીર સમસ્યાઓ ઉભી થઈ હતી. અમેરિકન નૌકાદળના અધિકારીઓએ જણાવ્યું હતું કે ગલ્ફના ગરમ હવામાનમાં જહાજના ઠંડક ઉપકરણ નિષ્ફળ ગયા હતા. તાજેતરમાં ટ્રમ્પ વહીવટીતંત્રે ઈરાન પર નવા પ્રતિબંધો મુક્યા છે. પેન્ટાગોનના પ્રવક્તાએ જણાવ્યું કે યુએસ નૌકાદળ પ્રદેશમાં હાજરી જાળવી રાખશે. યુરોપિયન દેશોએ બંને પક્ષોને સંયમ રાખવા અપીલ કરી છે.	[255, 296, 430, 517]
table-cell: ૯૯૩.૫૦	[1524, 1141, 1576, 1160]
table-cell: ૪૦.૮૬	[1205, 1179, 1356, 1213]
section-rule	[46, 991, 246, 993]
article-body: સાથે સમાનો પણ રમાતા મેચોનો વિનાની વાતાવરણને મુશ્કેલ બનાવ્યું છે. તેમણે રસ્તાઓ પર ટ્રાફિકની સમસ્યા અંગે પણ ધ્યાન દોર્યું હતું.	[815, 694, 994, 735]
article-body: કેરળ વિધાનસભામાં નેટીવીટી કાર્ડ બીલ ૨૦૨૬ પસાર કરવામાં આવ્યું હતું. વિરોધપક્ષોના ભારે વિરોધ વચ્ચે આ બીલ પસાર થયું હતું. સરકારનું કહેવું છે કે આ કાર્ડ દ્વારા રાજ્યના મૂળ નિવાસીઓને સરકારી યોજનાઓનો લાભ સરળતાથી મળશે. વિરોધપક્ષોએ આને નાગરિકતા કાયદા સાથે જોડીને ટીકા કરી છે. કાયદા નિષ્ણાતો માને છે કે આ બીલ બંધારણીય પડકારનો સામનો કરી શકે છે. સરકારે સ્પષ્ટતા કરી છે કે આ કાર્ડ ફક્ત વહીવટી હેતુ માટે છે.	[624, 1144, 803, 1290]
table-row	[1012, 1160, 1576, 1179]
article-body: માટે મંગળવારના રોજ મોડાસા ખાતે આ યોજનાની જાહેરાત કરવામાં આવી હતી. મુખ્યમંત્રીએ જણાવ્યું હતું કે રાજ્યના દરેક નાગરિકને આરોગ્ય સુવિધા મળે તે સરકારની પ્રાથમિકતા છે. ૨૦૨૪ થી ૨૦૨૫ દરમિયાન આશરે ૩૨ લાખથી વધુ લાભાર્થીઓને યોજનાનો લાભ મળ્યો હતો.	[1005, 1545, 1190, 1630]
sub-headline: પાક. સાંજના સમયે અફઘાનિસ્તાનની એક પછી એક પાંચ ચોકીને નિશાન બનાવી	[815, 226, 1190, 270]
sub-headline: પોસડોડા ભરેલી બોલેરોએ ઝટાવડાના બાઈક સવારને અડફેટે લીધો, શંકાસ્પદ માદક પદાર્થ ગાયબ કરાયા હોવાના આક્ષેપોથી ચકચાર	[1202, 805, 1583, 861]
table-row	[1012, 1141, 1576, 1160]
continued-label: (છેલ્લા પાનાનું ચાલુ)	[1057, 484, 1139, 495]
headline: કચ્છ સહિત ગુજરાતમાં	[1023, 714, 1172, 733]
continued-label: (છેલ્લા પાનાનું ચાલુ)	[1057, 1379, 1139, 1391]
table-cell: ૩૯૬૫.૫૭	[1078, 1284, 1205, 1302]
table-cell: રાજકોટ (સિટી)	[1012, 1179, 1078, 1213]
continued-label: (છેલ્લા પાનાનું ચાલુ)	[1057, 1527, 1139, 1539]
table-wrap	[1012, 1101, 1576, 1338]
article-body: ગાંધીધામમાં પૈ-વોલેટમાં રૂપિયા ડબલ કરવાની લાલચ આપી એક લાખ રૂપિયાની સાયબર ઠગાઈ થયાનો બનાવ સામે આવ્યો છે.	[1209, 168, 1576, 193]
table-cell: ૪૦.૧૫	[1205, 1321, 1356, 1339]
table-cell: ૧૩૫૪.૪૪	[1356, 1302, 1524, 1321]
article-body: મહારાષ્ટ્ર ભાજપમાં દેખાવથી કાર્યકરોમાં ખુશી છે એમ ચર્ચા થઈ રહી છે. મુખ્યમંત્રી દેવેન્દ્ર ફડણવીસે પક્ષ સંગઠનમાં નવા ચહેરાઓને તક આપી છે. ઘણા જૂના નેતાઓને મહત્વની જવાબદારી સોંપાઈ છે. નવમાં થાણ અને પિંપરી ચિંચવડમાં નવા પ્રભારીની નિમણૂંક કરવામાં આવી છે. પ્રદેશ પ્રમુખ સહિતના નેતાઓ સંગઠનને મજબૂત કરવા કામ કરી રહ્યા છે.	[443, 1286, 613, 1402]
table-cell: જૂનાગઢ	[1012, 1160, 1078, 1179]
dateline: મુંબઈ, તા. ૨૪	[1531, 1529, 1583, 1539]
article-body: કારેલ ડ્રેની ભેટ વિસ્તારના નવું હતું. નોંધનીય છે કે કેરળમાં મલયાલમ ભાષા બોલનારા લોકોની સંખ્યા પોતાના રાજ્યને કેરળમ કહેવાનું પસંદ કરે છે. આ દરખાસ્ત કેન્દ્ર સરકાર પાસે પેન્ડિંગ હતી જેને હવે મંજૂરી મળી છે. મલયાલમ ભાષામાં કેરળનો અર્થ નાળિયેરનું વૃક્ષ એવો થાય છે. રાજ્ય વિધાનસભાએ સર્વાનુમતે ઠરાવ પસાર કર્યો હતો. કેરળના મુખ્યમંત્રીએ કેન્દ્ર સરકારના નિર્ણયને આવકાર્યો છે અને જણાવ્યું કે આ રાજ્યની સાંસ્કૃતિક ઓળખને મજબૂત કરશે. હવે સંસદમાં બંધારણીય સુધારો કરીને નામ બદલવાની પ્રક્રિયા પૂર્ણ કરવામાં આવશે. રાજ્યના વિવિધ પક્ષોએ પણ આ પગલાને ટેકો આપ્યો છે.	[443, 746, 613, 952]
page-number: ૧૧	[1560, 33, 1583, 60]
table-cell: ૨૧૩૯.૦૯	[1078, 1213, 1205, 1247]
table-cell: ૯૮૨.૨૨	[1356, 1141, 1524, 1160]
continued-label: (છેલ્લા પાનાનું ચાલુ)	[863, 484, 945, 495]
continued-label: (૧૩મા પાનાનું ચાલુ)	[104, 381, 185, 392]
table-cell: ૮૮૪.૬૮	[1524, 1302, 1576, 1321]
publication-block	[1287, 33, 1584, 60]
sub-headline: રાહુલ ગાંધી યુથ કોંગ્રેસ પ્રમુખને પડખે, ઘરપકડથી નારાજ	[634, 870, 793, 902]
article-body: વિસ્તારોમાં જ્યારે ગરમીનું પ્રમાણ વધ્યું હતું. હવામાન વિભાગના જણાવ્યા મુજબ આગામી દિવસોમાં બાકી વસૂલાતની કામગીરી હાથ ધરાશે. ભાજપ અને સરકારી તંત્ર આગામી દિવસોમાં ગરમીનો પારો ઊંચો જશે.	[1005, 755, 1190, 825]
table-cell: ૯૪	[1524, 1179, 1576, 1213]
table-cell: જામનગર	[1012, 1265, 1078, 1284]
balasar-story-body	[1202, 899, 1388, 1067]
headline: ગોદાવરીના પટમાં સોનું શોધવા સેંકડો લોકો ઉતરી પડ્યા	[1202, 1381, 1574, 1521]
article-body: બાંગ્લાદેશના વડાપ્રધાન બન્યા પછી તારીક રહેમાને સૌથી પહેલા લશ્કરમાં મોટા પાયે ફેરફાર કર્યા છે. ઓરિસ્સા અને ઈન્ટેલિજન્સના હોદ્દાઓ પર નવી નિમણૂંકો કરવામાં આવી છે. ભારતીય વિશ્લેષકો માને છે કે આ ફેરફારો પાકિસ્તાન તરફી વલણ ધરાવતા અધિકારીઓને મહત્વના હોદ્દા આપવા માટે છે. રાજકીય નિરીક્ષકોના જણાવ્યા મુજબ નવી સરકાર લશ્કર પર પોતાનો અંકુશ મજબૂત કરવા ઈચ્છે છે. જનરલ વકાર ઉઝ ઝમાન સાથેના સંબંધો અંગે પણ અટકળો ચાલી રહી છે. ભારત સરકાર આ ઘટનાક્રમ પર નજીકથી નજર રાખી રહી છે. સરહદી સુરક્ષા અંગે બંને દેશો વચ્ચે વાતચીત ચાલુ છે.	[443, 1054, 613, 1260]
table-cell: ૭૪૭.૫૭	[1524, 1160, 1576, 1179]
table-header-cell: સર્કલ	[1012, 1113, 1078, 1141]
story-kicker: પૈઠણમાં ગોદાવરી કાંઠે ટોળેટોળા જામ્યાં	[1005, 1346, 1583, 1373]
column-rule	[809, 69, 810, 2276]
headline: ગુજરાત સરકારમાં	[1040, 1504, 1156, 1523]
article-body: ઉપાધ્યાયને જવા લેશે. પ્રદેશ પ્રમુખ અને મુખ્ય પ્રવક્તા, મહામંત્રી, મંત્રી, ઉપાધ્યક્ષ, કોષાધ્યક્ષ અને યુવા મોરચાના પ્રમુખના નામો જાહેર કર્યા હતા. પ્રદેશ પ્રમુખના જણાવ્યા પ્રમાણે થોડા મહિના પહેલા ભાજપના હાઈકમાન્ડે એમને પ્રદેશ પ્રમુખ બનાવ્યા હતા. જોકે તેમના પછી બાકીના હોદ્દેદારોની નિમણૂંકોમાં વિલંબ થયો હતો. હવે નવી ટીમ જાહેર થતાં સંગઠનમાં નવી ઉર્જા જોવા મળી રહી છે. આગામી સ્થાનિક સ્વરાજ્યની ચૂંટણીઓને ધ્યાનમાં રાખીને આ ફેરફારો કરવામાં આવ્યા છે. અને તમામ વિભાગ ભાજપના રાષ્ટ્રીય પ્રમુખ નીતિન નબીન, કેન્દ્રીય મંત્રી અમિત શાહ, બી એલ સંતોષ, શ્રીવાસ્તવ, દેવેન્દ્ર ફડણવીસનો વિશ્વાસ પણ લીધો હતો.	[624, 391, 803, 596]
column-5	[815, 456, 994, 2271]
sub-headline: મંત્રીએ ધારાસભ્યને કહેવું પડ્યું, પાટલી તો થપથપાવો	[830, 867, 979, 892]
